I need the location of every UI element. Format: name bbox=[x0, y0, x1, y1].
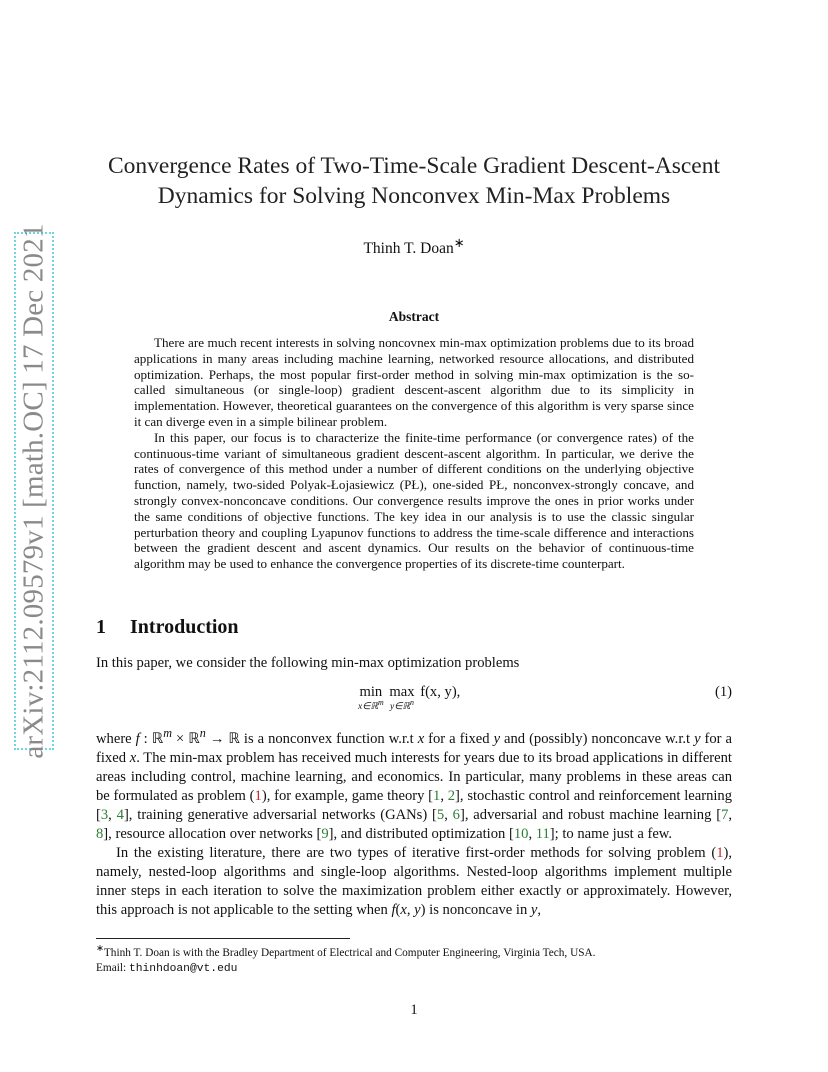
min-operator: min x∈ℝ$^m$ bbox=[358, 684, 384, 713]
arxiv-sidebar-stamp bbox=[14, 223, 54, 759]
author-name: Thinh T. Doan bbox=[363, 240, 454, 258]
intro-sentence bbox=[96, 654, 732, 673]
intro-text: In this paper, we consider the following min-max optimization problems bbox=[96, 655, 520, 671]
author-footnote-mark: ∗ bbox=[453, 235, 465, 250]
title-line-2: Dynamics for Solving Nonconvex Min-Max Problems bbox=[157, 183, 671, 209]
intro-paragraph-1: where f : ℝ$^m$ × ℝ$^n$ → ℝ is a nonconvex function w.r.t x for a fixed y and (possibly) nonconcave w.r.t y for a fixed x. The min-max problem has received much interests for years due to its broad applications in different areas including control, machine learning, and economics. In particular, many problems in these areas can be formulated as problem (1), for example, game theory [1, 2], stochastic control and reinforcement learning [3, 4], training generative adversarial networks (GANs) [5, 6], adversarial and robust machine learning [7, 8], resource allocation over networks [9], and distributed optimization [10, 11]; to name just a few. bbox=[96, 726, 733, 842]
section-heading bbox=[96, 616, 239, 639]
section-number: 1 bbox=[96, 616, 106, 638]
footnote-mark: ∗ bbox=[96, 944, 104, 954]
author-email: thinhdoan@vt.edu bbox=[128, 962, 238, 975]
arxiv-identifier: arXiv:2112.09579v1 [math.OC] 17 Dec 2021 bbox=[17, 223, 50, 759]
footnote-text: Thinh T. Doan is with the Bradley Department of Electrical and Computer Engineering, Virginia Tech, USA. bbox=[103, 946, 596, 959]
section-title: Introduction bbox=[130, 616, 239, 638]
abstract-body bbox=[134, 335, 694, 572]
abstract-paragraph: In this paper, our focus is to characterize the finite-time performance (or convergence rates) of the continuous-time variant of simultaneous gradient descent-ascent algorithm. In particular, we derive the rates of convergence of this method under a number of different conditions on the underlying objective function, namely, two-sided Polyak-Łojasiewicz (PŁ), one-sided PŁ, nonconvex-strongly concave, and strongly convex-nonconcave conditions. Our convergence results improve the ones in prior works under the same conditions of objective functions. The key idea in our analysis is to use the classic singular perturbation theory and coupling Lyapunov functions to address the time-scale difference and interactions between the gradient descent and ascent dynamics. Our results on the behavior of continuous-time algorithm may be used to enhance the convergence properties of its discrete-time counterpart. bbox=[134, 429, 694, 572]
intro-paragraph-2: In the existing literature, there are two types of iterative first-order methods for solving problem (1), namely, nested-loop algorithms and single-loop algorithms. Nested-loop algorithms implement multiple inner steps in each iteration to solve the maximization problem either exactly or approximately. However, this approach is not applicable to the setting when f(x, y) is nonconcave in y, bbox=[96, 844, 732, 918]
paper-title bbox=[96, 151, 732, 211]
footnote-rule bbox=[96, 938, 350, 939]
equation-1 bbox=[96, 684, 732, 716]
equation-expression: f(x, y), bbox=[420, 684, 461, 700]
equation-label: (1) bbox=[714, 684, 732, 700]
intro-body bbox=[96, 724, 732, 920]
abstract-paragraph: There are much recent interests in solving noncovnex min-max optimization problems due to its broad applications in many areas including machine learning, networked resource allocations, and distributed optimization. Perhaps, the most popular first-order method in solving min-max optimization is the so-called simultaneous (or single-loop) gradient descent-ascent algorithm due to its simplicity in implementation. However, theoretical guarantees on the convergence of this algorithm is very sparse since it can diverge even in a simple bilinear problem. bbox=[134, 335, 694, 429]
abstract-heading: Abstract bbox=[388, 309, 440, 324]
footnote bbox=[96, 942, 732, 977]
title-line-1: Convergence Rates of Two-Time-Scale Gradient Descent-Ascent bbox=[107, 153, 720, 179]
equation-body bbox=[358, 684, 460, 712]
page-number: 1 bbox=[410, 1002, 418, 1018]
author-line bbox=[96, 235, 732, 258]
max-operator: max y∈ℝ$^n$ bbox=[389, 684, 415, 713]
footnote-email-label: Email: bbox=[96, 961, 127, 974]
